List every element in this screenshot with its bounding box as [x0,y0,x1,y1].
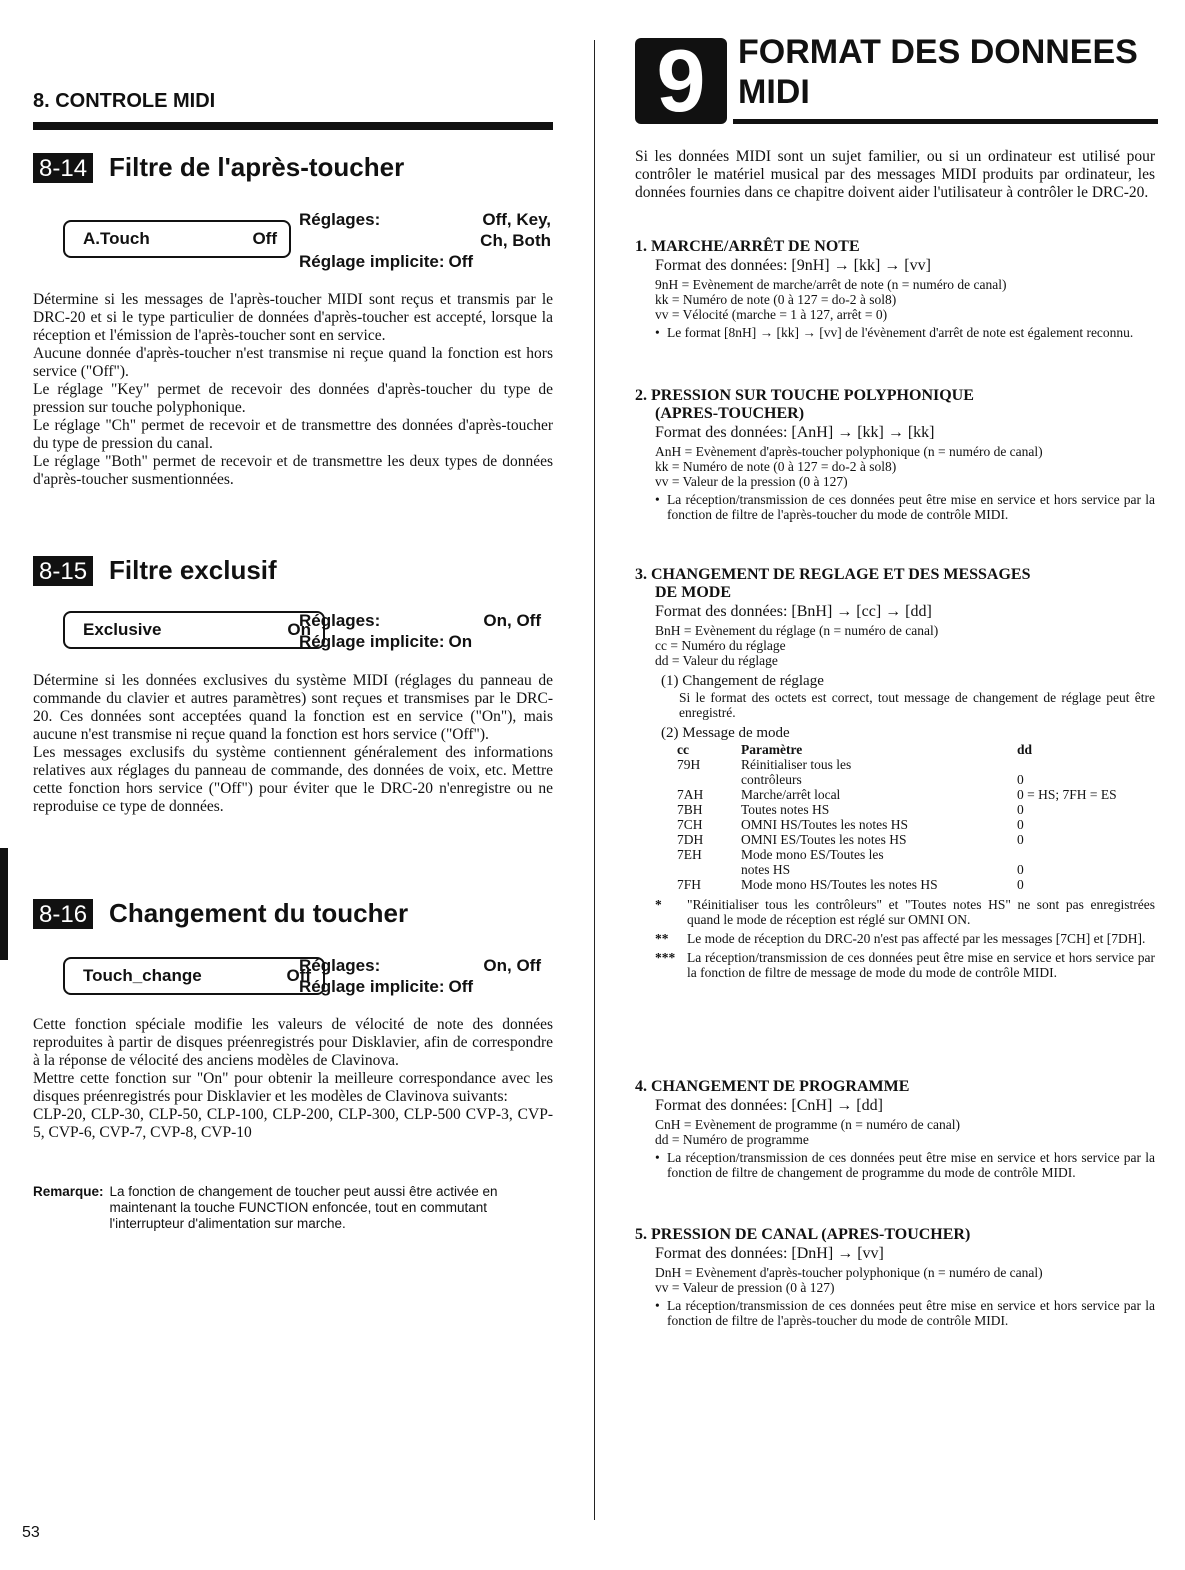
definition-line: DnH = Evènement d'après-toucher polyphonique (n = numéro de canal) [655,1265,1043,1280]
table-cell-dd: 0 [1017,802,1024,817]
page-number: 53 [22,1524,40,1541]
settings-block [299,955,541,997]
table-cell-dd: 0 [1017,817,1024,832]
definitions [635,623,1155,668]
col-header-param: Paramètre [741,742,803,757]
section-heading-cont: (APRES-TOUCHER) [655,405,805,422]
definition-line: vv = Valeur de la pression (0 à 127) [655,474,848,489]
table-cell-dd: 0 [1017,772,1024,787]
table-cell-param: Mode mono HS/Toutes les notes HS [741,877,938,892]
bullet-note: • La réception/transmission de ces données peut être mise en service et hors service par la fonction de filtre de l'après-toucher du mode de contrôle MIDI. [655,1298,1155,1328]
section-2 [635,387,1155,522]
section-heading: 1. MARCHE/ARRÊT DE NOTE [635,238,860,255]
definition-line: CnH = Evènement de programme (n = numéro de canal) [655,1117,960,1132]
table-cell-param: OMNI ES/Toutes les notes HS [741,832,907,847]
footnote [635,931,1155,946]
lcd-value: On [287,620,311,639]
table-cell-param: Toutes notes HS [741,802,830,817]
subsection-title: (2) Message de mode [661,725,790,741]
subsection-text: Si le format des octets est correct, tout message de changement de réglage peut être enregistré. [679,690,1155,720]
chapter-title: 8. CONTROLE MIDI [33,90,216,112]
table-cell-dd: 0 = HS; 7FH = ES [1017,787,1117,802]
remark-text: La fonction de changement de toucher peut aussi être activée en maintenant la touche FUNCTION enfoncée, tout en commutant l'interrupteur d'alimentation sur marche. [109,1184,498,1231]
section-title: Filtre exclusif [109,555,277,585]
chapter-rule [733,119,1158,124]
data-format: Format des données: [AnH] → [kk] → [kk] [655,424,935,441]
paragraph: Le réglage "Key" permet de recevoir des données d'après-toucher du type de pression sur touche polyphonique. [33,381,553,416]
table-cell-dd: 0 [1017,877,1024,892]
table-row [677,862,1117,877]
table-cell-cc: 7DH [677,832,704,847]
settings-block [299,610,541,652]
table-row [677,817,1117,832]
paragraph: Le réglage "Ch" permet de recevoir et de transmettre des données d'après-toucher du type de pression du canal. [33,417,553,452]
table-cell-param: Marche/arrêt local [741,787,841,802]
lcd-display-touch-change [63,957,325,995]
bullet-text: Le format [8nH] → [kk] → [vv] de l'évènement d'arrêt de note est également reconnu. [667,325,1134,340]
chapter-title-line: FORMAT DES DONNEES [738,33,1138,71]
definitions [635,1265,1155,1295]
section-badge: 8-15 [33,556,93,586]
section-4 [635,1078,1155,1180]
footnote-mark: * [655,897,662,912]
paragraph: Les messages exclusifs du système contiennent généralement des informations relatives aux réglages du panneau de commande, des données de voix, etc. Mettre cette fonction hors service ("Off") pour éviter que le DRC-20 n'enregistre ou ne reproduise ce type de données. [33,744,553,815]
lcd-name: Exclusive [83,620,162,639]
bullet-text: La réception/transmission de ces données peut être mise en service et hors service par la fonction de filtre de l'après-toucher du mode de contrôle MIDI. [667,1298,1155,1328]
lcd-display-exclusive [63,611,325,649]
default-label: Réglage implicite: [299,632,445,651]
table-cell-cc: 79H [677,757,701,772]
settings-label: Réglages: [299,210,381,229]
definition-line: cc = Numéro du réglage [655,638,786,653]
settings-value: Off, Key, [482,210,551,229]
section-8-16-header [33,898,408,929]
definition-line: kk = Numéro de note (0 à 127 = do-2 à sol8) [655,292,897,307]
definition-line: AnH = Evènement d'après-toucher polyphonique (n = numéro de canal) [655,444,1043,459]
paragraph: Cette fonction spéciale modifie les valeurs de vélocité de note des données reproduites à partir de disques préenregistrés pour Disklavier, afin de correspondre à la réponse de vélocité des anciens modèles de Clavinova. [33,1016,553,1069]
mode-message-table [677,742,1117,892]
default-value: Off [448,977,474,996]
data-format: Format des données: [9nH] → [kk] → [vv] [655,257,931,274]
table-row [677,802,1117,817]
lcd-value: Off [252,229,277,248]
data-format: Format des données: [CnH] → [dd] [655,1097,883,1114]
section-badge: 8-16 [33,899,93,929]
table-cell-param: notes HS [741,862,791,877]
lcd-display-atouch [63,220,291,258]
section-heading-cont: DE MODE [655,584,731,601]
section-heading: 5. PRESSION DE CANAL (APRES-TOUCHER) [635,1226,971,1243]
table-cell-param: Mode mono ES/Toutes les [741,847,884,862]
section-badge: 8-14 [33,153,93,183]
chapter-rule [33,122,553,130]
paragraph: Détermine si les données exclusives du système MIDI (réglages du panneau de commande du clavier et autres paramètres) sont reçues et transmises par le DRC-20. Ces données sont acceptées quand la fonction est en service ("On"), mais aucune n'est transmise ni reçue quand la fonction est hors service ("Off"). [33,672,553,743]
subsection-title: (1) Changement de réglage [661,673,824,689]
section-8-14-body [33,291,553,489]
settings-block [299,209,551,272]
page-edge-marker [0,848,8,960]
section-8-16-body [33,1016,553,1142]
table-cell-cc [677,772,741,787]
footnote-mark: ** [655,931,669,946]
settings-label: Réglages: [299,956,381,975]
bullet-text: La réception/transmission de ces données peut être mise en service et hors service par la fonction de filtre de changement de programme du mode de contrôle MIDI. [667,1150,1155,1180]
data-format: Format des données: [BnH] → [cc] → [dd] [655,603,932,620]
section-heading: 2. PRESSION SUR TOUCHE POLYPHONIQUE [635,387,974,404]
bullet-note: • La réception/transmission de ces données peut être mise en service et hors service par la fonction de filtre de l'après-toucher du mode de contrôle MIDI. [655,492,1155,522]
remark-label: Remarque: [33,1184,104,1199]
lcd-value: Off [286,966,311,985]
table-cell-param: Réinitialiser tous les [741,757,852,772]
table-row [677,847,1117,862]
table-cell-dd [1017,757,1117,772]
table-cell-dd [1017,847,1117,862]
bullet-note: • La réception/transmission de ces données peut être mise en service et hors service par la fonction de filtre de changement de programme du mode de contrôle MIDI. [655,1150,1155,1180]
chapter-title [738,32,1138,112]
section-5 [635,1226,1155,1328]
table-cell-cc: 7CH [677,817,703,832]
definition-line: dd = Numéro de programme [655,1132,809,1147]
table-cell-param: OMNI HS/Toutes les notes HS [741,817,909,832]
section-8-15-body [33,672,553,816]
table-cell-dd: 0 [1017,832,1024,847]
settings-value: On, Off [483,611,541,630]
settings-value-2: Ch, Both [480,231,551,250]
table-cell-cc: 7BH [677,802,703,817]
table-row [677,772,1117,787]
section-title: Changement du toucher [109,898,409,928]
chapter-title-line: MIDI [738,73,810,111]
table-cell-param: contrôleurs [741,772,802,787]
definitions [635,444,1155,489]
bullet-note: • Le format [8nH] → [kk] → [vv] de l'évènement d'arrêt de note est également reconnu. [655,325,1134,340]
definition-line: dd = Valeur du réglage [655,653,778,668]
paragraph: Mettre cette fonction sur "On" pour obtenir la meilleure correspondance avec les disques préenregistrés pour Disklavier et les modèles de Clavinova suivants: [33,1070,553,1105]
section-heading: 4. CHANGEMENT DE PROGRAMME [635,1078,910,1095]
data-format: Format des données: [DnH] → [vv] [655,1245,884,1262]
column-divider [594,40,595,1520]
definition-line: kk = Numéro de note (0 à 127 = do-2 à sol8) [655,459,897,474]
definition-line: 9nH = Evènement de marche/arrêt de note (n = numéro de canal) [655,277,1007,292]
col-header-cc: cc [677,742,689,757]
table-cell-cc: 7FH [677,877,702,892]
settings-value: On, Off [483,956,541,975]
paragraph: CLP-20, CLP-30, CLP-50, CLP-100, CLP-200, CLP-300, CLP-500 CVP-3, CVP-5, CVP-6, CVP-7, CVP-8, CVP-10 [33,1106,553,1141]
col-header-dd: dd [1017,742,1033,757]
section-8-14-header [33,152,404,183]
footnote-text: La réception/transmission de ces données peut être mise en service et hors service par la fonction de filtre de message de mode du mode de contrôle MIDI. [687,950,1155,980]
table-row [677,757,1117,772]
lcd-name: Touch_change [83,966,202,985]
table-row [677,787,1117,802]
table-cell-cc [677,862,741,877]
footnote-mark: *** [655,950,676,965]
footnote-text: "Réinitialiser tous les contrôleurs" et "Toutes notes HS" ne sont pas enregistrées quand le mode de réception est réglé sur OMNI ON. [687,897,1155,927]
default-value: On [448,632,473,651]
table-cell-cc: 7AH [677,787,704,802]
settings-label: Réglages: [299,611,381,630]
table-cell-cc: 7EH [677,847,702,862]
section-3 [635,566,1155,980]
definitions [635,277,1155,322]
definition-line: vv = Vélocité (marche = 1 à 127, arrêt = 0) [655,307,888,322]
footnote [635,897,1155,927]
table-row [677,832,1117,847]
default-value: Off [448,252,474,271]
table-row [677,877,1117,892]
lcd-name: A.Touch [83,229,150,248]
footnote [635,950,1155,980]
section-1 [635,238,1155,340]
default-label: Réglage implicite: [299,252,445,271]
definitions [635,1117,1155,1147]
definition-line: BnH = Evènement du réglage (n = numéro de canal) [655,623,939,638]
footnote-text: Le mode de réception du DRC-20 n'est pas affecté par les messages [7CH] et [7DH]. [687,931,1146,946]
section-8-15-header [33,555,277,586]
bullet-text: La réception/transmission de ces données peut être mise en service et hors service par la fonction de filtre de l'après-toucher du mode de contrôle MIDI. [667,492,1155,522]
default-label: Réglage implicite: [299,977,445,996]
remark-note [33,1184,553,1232]
section-title: Filtre de l'après-toucher [109,152,405,182]
intro-paragraph: Si les données MIDI sont un sujet familier, ou si un ordinateur est utilisé pour contrôler le matériel musical par des messages MIDI produits par ordinateur, les données fournies dans ce chapitre doivent aider l'utilisateur à contrôler le DRC-20. [635,148,1155,201]
section-heading: 3. CHANGEMENT DE REGLAGE ET DES MESSAGES [635,566,1031,583]
chapter-number-block: 9 [635,38,727,124]
paragraph: Le réglage "Both" permet de recevoir et de transmettre les deux types de données d'après-toucher susmentionnées. [33,453,553,488]
table-cell-dd: 0 [1017,862,1024,877]
table-header-row [677,742,1117,757]
definition-line: vv = Valeur de pression (0 à 127) [655,1280,835,1295]
paragraph: Détermine si les messages de l'après-toucher MIDI sont reçus et transmis par le DRC-20 et si le type particulier de données d'après-toucher est accepté, lorsque la réception et l'émission de l'après-toucher sont en service. [33,291,553,344]
paragraph: Aucune donnée d'après-toucher n'est transmise ni reçue quand la fonction est hors service ("Off"). [33,345,553,380]
